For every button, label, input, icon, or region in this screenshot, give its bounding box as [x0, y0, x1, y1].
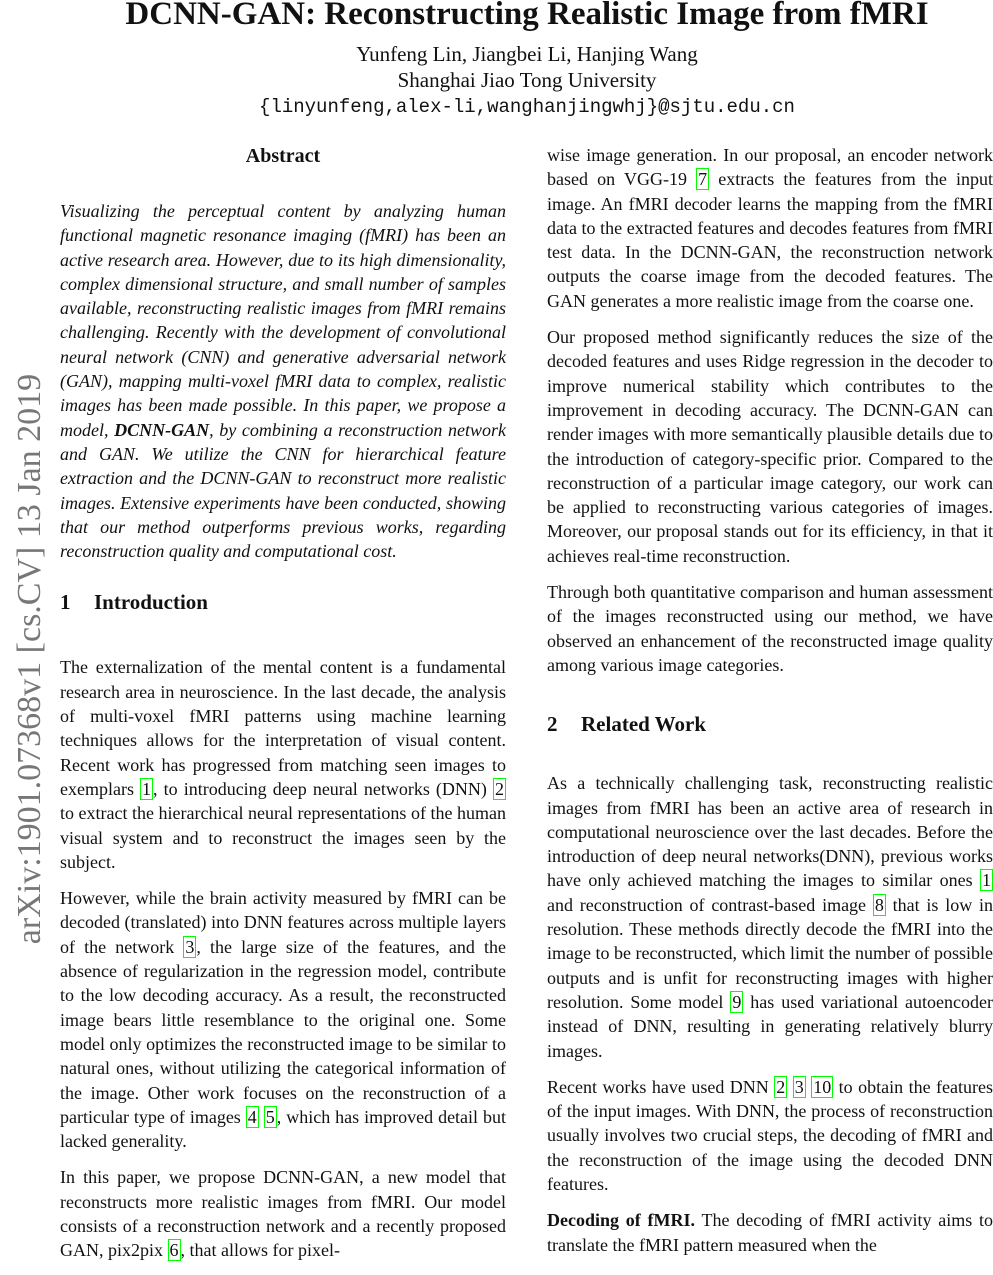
left-column: [60, 135, 506, 1275]
affiliation: Shanghai Jiao Tong University: [397, 68, 657, 92]
intro-paragraph-4: [547, 143, 993, 313]
section-heading-related-work: [547, 711, 993, 737]
two-column-body: [0, 135, 993, 1275]
text-run: The decoding of fMRI activity aims to translate the fMRI pattern measured when the: [547, 1210, 993, 1255]
citation-link[interactable]: 10: [813, 1076, 832, 1097]
text-run: Our proposed method significantly reduces the size of the decoded features and uses Ridge regression in the decoder to improve numerical stability which contributes to the improvement in decoding accuracy. The DCNN-GAN can render images with more semantically plausible details due to the introduction of category-specific prior. Compared to the reconstruction of a particular image category, our work can be applied to reconstructing various categories of images. Moreover, our proposal stands out for its efficiency, in that it achieves real-time reconstruction.: [547, 327, 993, 566]
text-run: Visualizing the perceptual content by analyzing human functional magnetic resonance imaging (fMRI) has been an active research area. However, due to its high dimensionality, complex dimensional structure, and small number of samples available, reconstructing realistic images from fMRI remains challenging. Recently with the development of convolutional neural network (CNN) and generative adversarial network (GAN), mapping multi-voxel fMRI data to complex, realistic images has been made possible. In this paper, we propose a model,: [60, 201, 506, 440]
text-run: , the large size of the features, and the absence of regularization in the regression model, contribute to the low decoding accuracy. As a result, the reconstructed image bears little resemblance to the original one. Some model only optimizes the reconstructed image to be similar to natural ones, without utilizing the categorical information of the image. Other work focuses on the reconstruction of a particular type of images: [60, 936, 506, 1127]
related-paragraph-2: [547, 1075, 993, 1196]
text-run: , to introducing deep neural networks (DNN): [153, 778, 493, 799]
section-heading-introduction: [60, 589, 506, 615]
citation-link[interactable]: 5: [265, 1106, 275, 1127]
citation-link[interactable]: 4: [247, 1106, 257, 1127]
citation-link[interactable]: 8: [874, 894, 884, 915]
text-run: that is low in resolution. These methods directly decode the fMRI into the image to be reconstructed, which limit the number of possible outputs and is unfit for reconstructing images with higher resolution. Some model: [547, 894, 993, 1012]
intro-paragraph-6: [547, 580, 993, 677]
text-run: wise image generation. In our proposal, an encoder network based on VGG-19: [547, 145, 993, 190]
citation-link[interactable]: 2: [776, 1076, 786, 1097]
related-paragraph-1: [547, 771, 993, 1063]
intro-paragraph-2: [60, 886, 506, 1153]
section-title: Introduction: [94, 590, 208, 615]
paper-title: DCNN-GAN: Reconstructing Realistic Image from fMRI: [125, 0, 929, 32]
citation-link[interactable]: 6: [169, 1240, 179, 1261]
text-run: extracts the features from the input image. An fMRI decoder learns the mapping from the fMRI data to the extracted features and decodes features from fMRI test data. In the DCNN-GAN, the reconstruction network outputs the coarse image from the decoded features. The GAN generates a more realistic image from the coarse one.: [547, 169, 993, 311]
text-run: Through both quantitative comparison and human assessment of the images reconstructed using our method, we have observed an enhancement of the reconstructed image quality among various image categories.: [547, 582, 993, 675]
bold-text: DCNN-GAN: [114, 419, 210, 440]
text-run: [259, 1107, 264, 1127]
related-paragraph-3: [547, 1208, 993, 1257]
intro-paragraph-1: [60, 655, 506, 874]
text-run: The externalization of the mental content is a fundamental research area in neuroscience. In the last decade, the analysis of multi-voxel fMRI patterns using machine learning techniques allows for the interpretation of visual content. Recent work has progressed from matching seen images to exemplars: [60, 657, 506, 799]
authors: Yunfeng Lin, Jiangbei Li, Hanjing Wang: [356, 42, 698, 66]
citation-link[interactable]: 7: [698, 169, 708, 190]
text-run: , that allows for pixel-: [180, 1240, 340, 1261]
text-run: As a technically challenging task, reconstructing realistic images from fMRI has been an active area of research in computational neuroscience over the last decades. Before the introduction of deep neural networks(DNN), previous works have only achieved matching the images to similar ones: [547, 773, 993, 891]
text-run: Recent works have used DNN: [547, 1076, 775, 1097]
citation-link[interactable]: 2: [495, 778, 504, 799]
section-number: 1: [60, 590, 71, 615]
citation-link[interactable]: 1: [142, 778, 152, 799]
text-run: and reconstruction of contrast-based image: [547, 894, 873, 915]
abstract-text: [60, 199, 506, 563]
text-run: has used variational autoencoder instead of DNN, resulting in generating relatively blurry images.: [547, 991, 993, 1061]
citation-link[interactable]: 3: [185, 936, 195, 957]
emails: {linyunfeng,alex-li,wanghanjingwhj}@sjtu.edu.cn: [259, 96, 795, 118]
text-run: to extract the hierarchical neural representations of the human visual system and to reconstruct the images seen by the subject.: [60, 803, 506, 872]
citation-link[interactable]: 9: [732, 991, 742, 1012]
citation-link[interactable]: 3: [794, 1076, 804, 1097]
text-run: , by combining a reconstruction network and GAN. We utilize the CNN for hierarchical feature extraction and the DCNN-GAN to reconstruct more realistic images. Extensive experiments have been conducted, showing that our method outperforms previous works, regarding reconstruction quality and computational cost.: [60, 419, 506, 562]
paper-header: [0, 0, 993, 135]
text-run: , which has improved detail but lacked generality.: [60, 1106, 507, 1152]
citation-link[interactable]: 1: [982, 870, 991, 891]
bold-text: Decoding of fMRI.: [547, 1210, 696, 1231]
text-run: to obtain the features of the input images. With DNN, the process of reconstruction usually involves two crucial steps, the decoding of fMRI and the reconstruction of the image using the decoded DNN features.: [547, 1076, 993, 1194]
text-run: In this paper, we propose DCNN-GAN, a new model that reconstructs more realistic images from fMRI. Our model consists of a reconstruction network and a recently proposed GAN, pix2pix: [60, 1167, 506, 1261]
section-number: 2: [547, 712, 558, 737]
intro-paragraph-5: [547, 325, 993, 568]
intro-paragraph-3: [60, 1165, 506, 1262]
text-run: However, while the brain activity measured by fMRI can be decoded (translated) into DNN features across multiple layers of the network: [60, 888, 506, 957]
section-title: Related Work: [581, 712, 707, 737]
text-run: [787, 1077, 792, 1097]
abstract-heading: Abstract: [245, 145, 321, 167]
arxiv-stamp: arXiv:1901.07368v1 [cs.CV] 13 Jan 2019: [11, 373, 48, 945]
right-column: [547, 135, 993, 1275]
